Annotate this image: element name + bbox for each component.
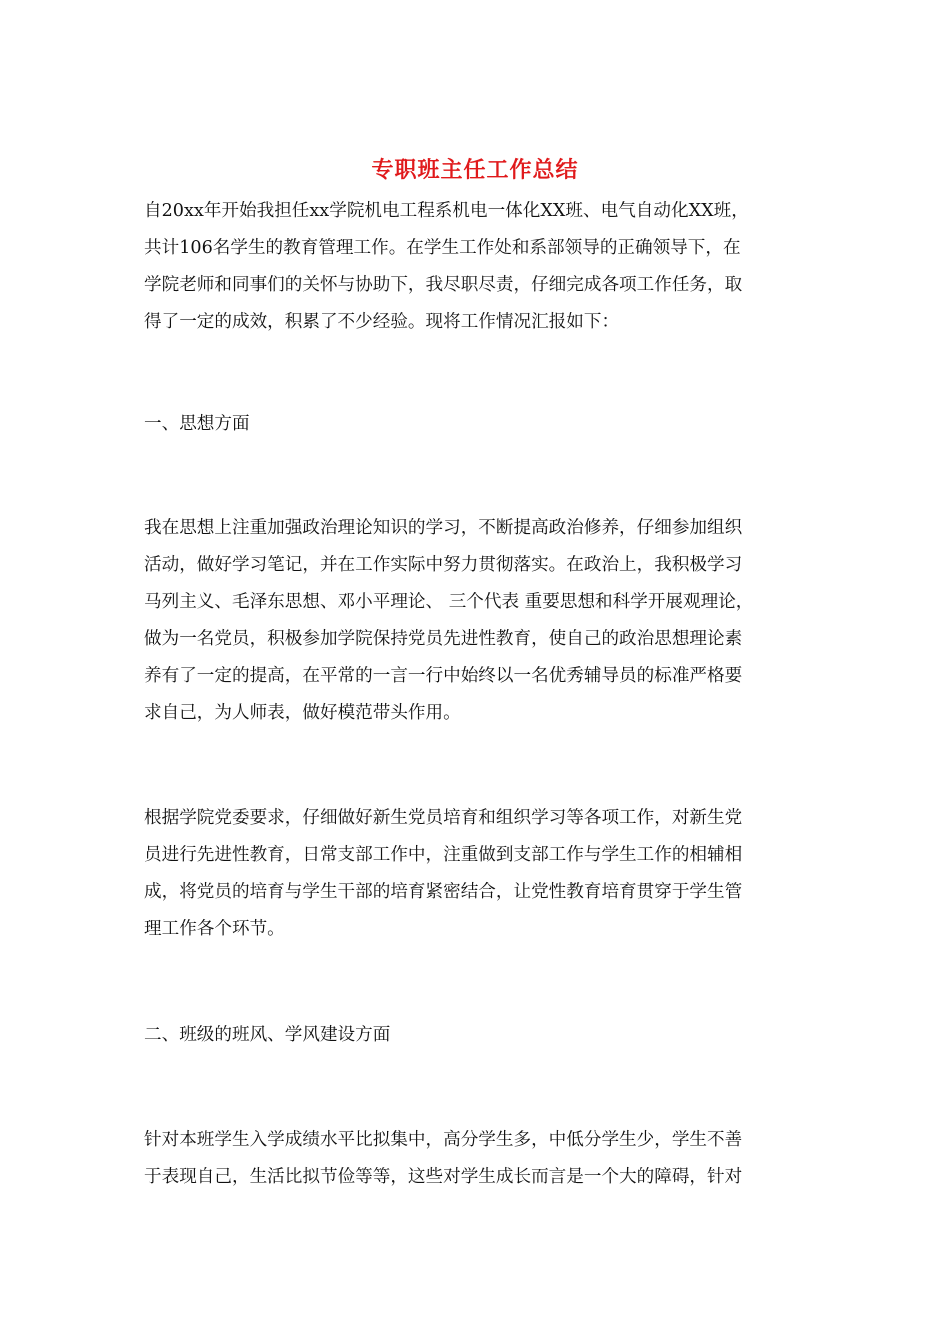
intro-line: 学院老师和同事们的关怀与协助下，我尽职尽责，仔细完成各项工作任务，取 xyxy=(144,275,743,295)
paragraph-line: 员进行先进性教育，日常支部工作中，注重做到支部工作与学生工作的相辅相 xyxy=(144,845,743,865)
section1-paragraph-2 xyxy=(144,800,814,948)
document-title: 专职班主任工作总结 xyxy=(371,157,579,183)
intro-paragraph xyxy=(144,193,814,341)
paragraph-line: 我在思想上注重加强政治理论知识的学习，不断提高政治修养，仔细参加组织 xyxy=(144,518,743,538)
section1-paragraph-1 xyxy=(144,510,814,732)
intro-line: 自20xx年开始我担任xx学院机电工程系机电一体化XX班、电气自动化XX班， xyxy=(144,201,749,221)
paragraph-line: 马列主义、毛泽东思想、邓小平理论、 三个代表 重要思想和科学开展观理论， xyxy=(144,592,754,612)
paragraph-line: 于表现自己，生活比拟节俭等等，这些对学生成长而言是一个大的障碍，针对 xyxy=(144,1167,743,1187)
paragraph-line: 针对本班学生入学成绩水平比拟集中，高分学生多，中低分学生少，学生不善 xyxy=(144,1130,743,1150)
paragraph-line: 求自己，为人师表，做好模范带头作用。 xyxy=(144,703,461,723)
section-heading-2: 二、班级的班风、学风建设方面 xyxy=(144,1025,391,1045)
paragraph-line: 成，将党员的培育与学生干部的培育紧密结合，让党性教育培育贯穿于学生管 xyxy=(144,882,743,902)
paragraph-line: 理工作各个环节。 xyxy=(144,919,285,939)
section-heading-1: 一、思想方面 xyxy=(144,414,250,434)
intro-line: 得了一定的成效，积累了不少经验。现将工作情况汇报如下： xyxy=(144,312,620,332)
paragraph-line: 活动，做好学习笔记，并在工作实际中努力贯彻落实。在政治上，我积极学习 xyxy=(144,555,743,575)
paragraph-line: 做为一名党员，积极参加学院保持党员先进性教育，使自己的政治思想理论素 xyxy=(144,629,743,649)
intro-line: 共计106名学生的教育管理工作。在学生工作处和系部领导的正确领导下，在 xyxy=(144,238,741,258)
section2-paragraph-1 xyxy=(144,1122,814,1196)
paragraph-line: 养有了一定的提高，在平常的一言一行中始终以一名优秀辅导员的标准严格要 xyxy=(144,666,743,686)
paragraph-line: 根据学院党委要求，仔细做好新生党员培育和组织学习等各项工作，对新生党 xyxy=(144,808,743,828)
